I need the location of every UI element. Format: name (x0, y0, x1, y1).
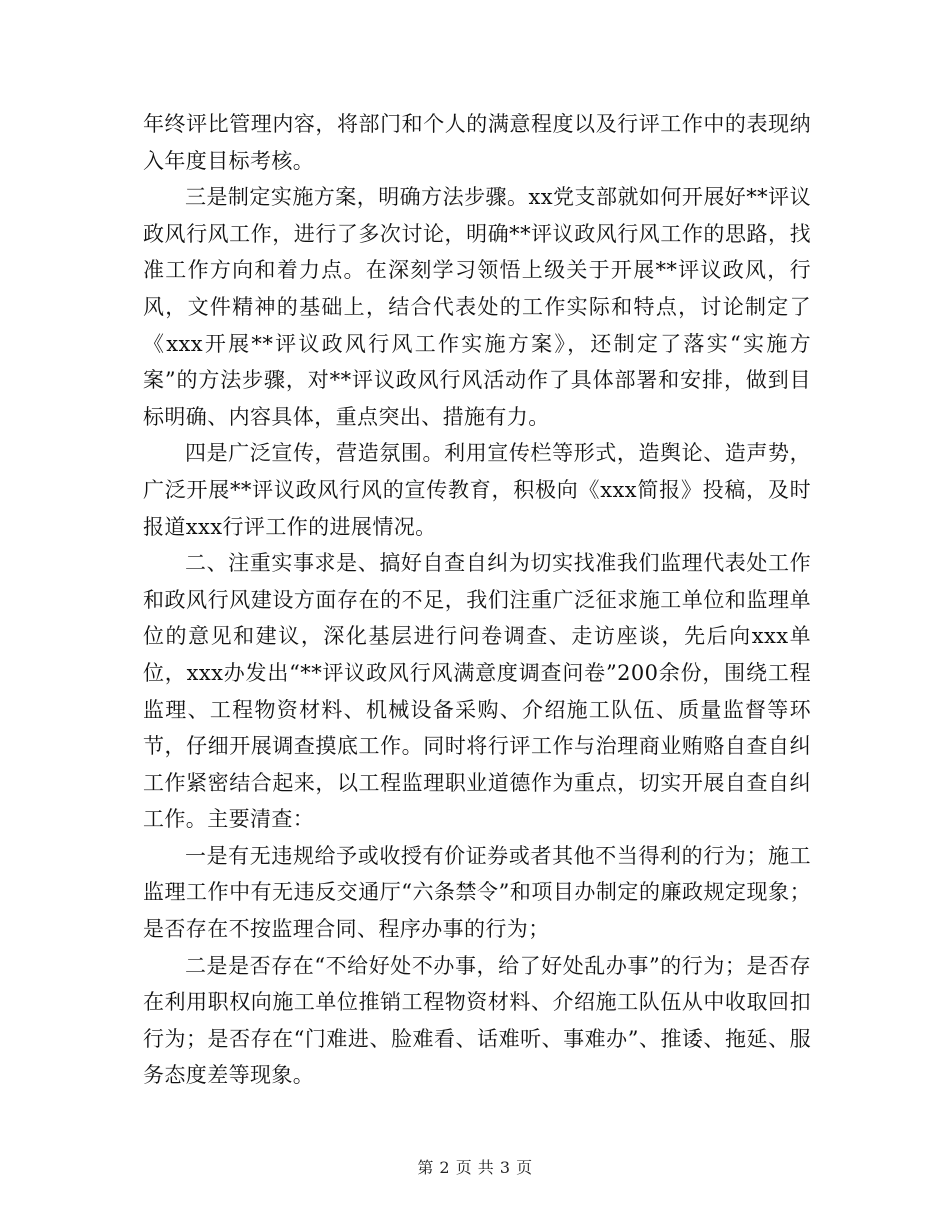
document-body (143, 106, 811, 1094)
paragraph-publicity: 四是广泛宣传，营造氛围。利用宣传栏等形式，造舆论、造声势，广泛开展**评议政风行风的宣传教育，积极向《xxx简报》投稿，及时报道xxx行评工作的进展情况。 (143, 441, 811, 539)
paragraph-check-item-one: 一是有无违规给予或收授有价证券或者其他不当得利的行为；施工监理工作中有无违反交通厅“六条禁令”和项目办制定的廉政规定现象；是否存在不按监理合同、程序办事的行为； (143, 843, 811, 942)
paragraph-self-inspection: 二、注重实事求是、搞好自查自纠为切实找准我们监理代表处工作和政风行风建设方面存在的不足，我们注重广泛征求施工单位和监理单位的意见和建议，深化基层进行问卷调查、走访座谈，先后向xxx单位，xxx办发出“**评议政风行风满意度调查问卷”200余份，围绕工程监理、工程物资材料、机械设备采购、介绍施工队伍、质量监督等环节，仔细开展调查摸底工作。同时将行评工作与治理商业贿赂自查自纠工作紧密结合起来，以工程监理职业道德作为重点，切实开展自查自纠工作。主要清查： (143, 551, 811, 832)
page-footer: 第 2 页 共 3 页 (417, 1158, 533, 1177)
paragraph-check-item-two: 二是是否存在“不给好处不办事，给了好处乱办事”的行为；是否存在利用职权向施工单位推销工程物资材料、介绍施工队伍从中收取回扣行为；是否存在“门难进、脸难看、话难听、事难办”、推诿、拖延、服务态度差等现象。 (143, 953, 811, 1088)
paragraph-continued: 年终评比管理内容，将部门和个人的满意程度以及行评工作中的表现纳入年度目标考核。 (143, 112, 811, 173)
paragraph-implementation-plan: 三是制定实施方案，明确方法步骤。xx党支部就如何开展好**评议政风行风工作，进行了多次讨论，明确**评议政风行风工作的思路，找准工作方向和着力点。在深刻学习领悟上级关于开展**评议政风，行风，文件精神的基础上，结合代表处的工作实际和特点，讨论制定了《xxx开展**评议政风行风工作实施方案》，还制定了落实“实施方案”的方法步骤，对**评议政风行风活动作了具体部署和安排，做到目标明确、内容具体，重点突出、措施有力。 (143, 185, 811, 429)
